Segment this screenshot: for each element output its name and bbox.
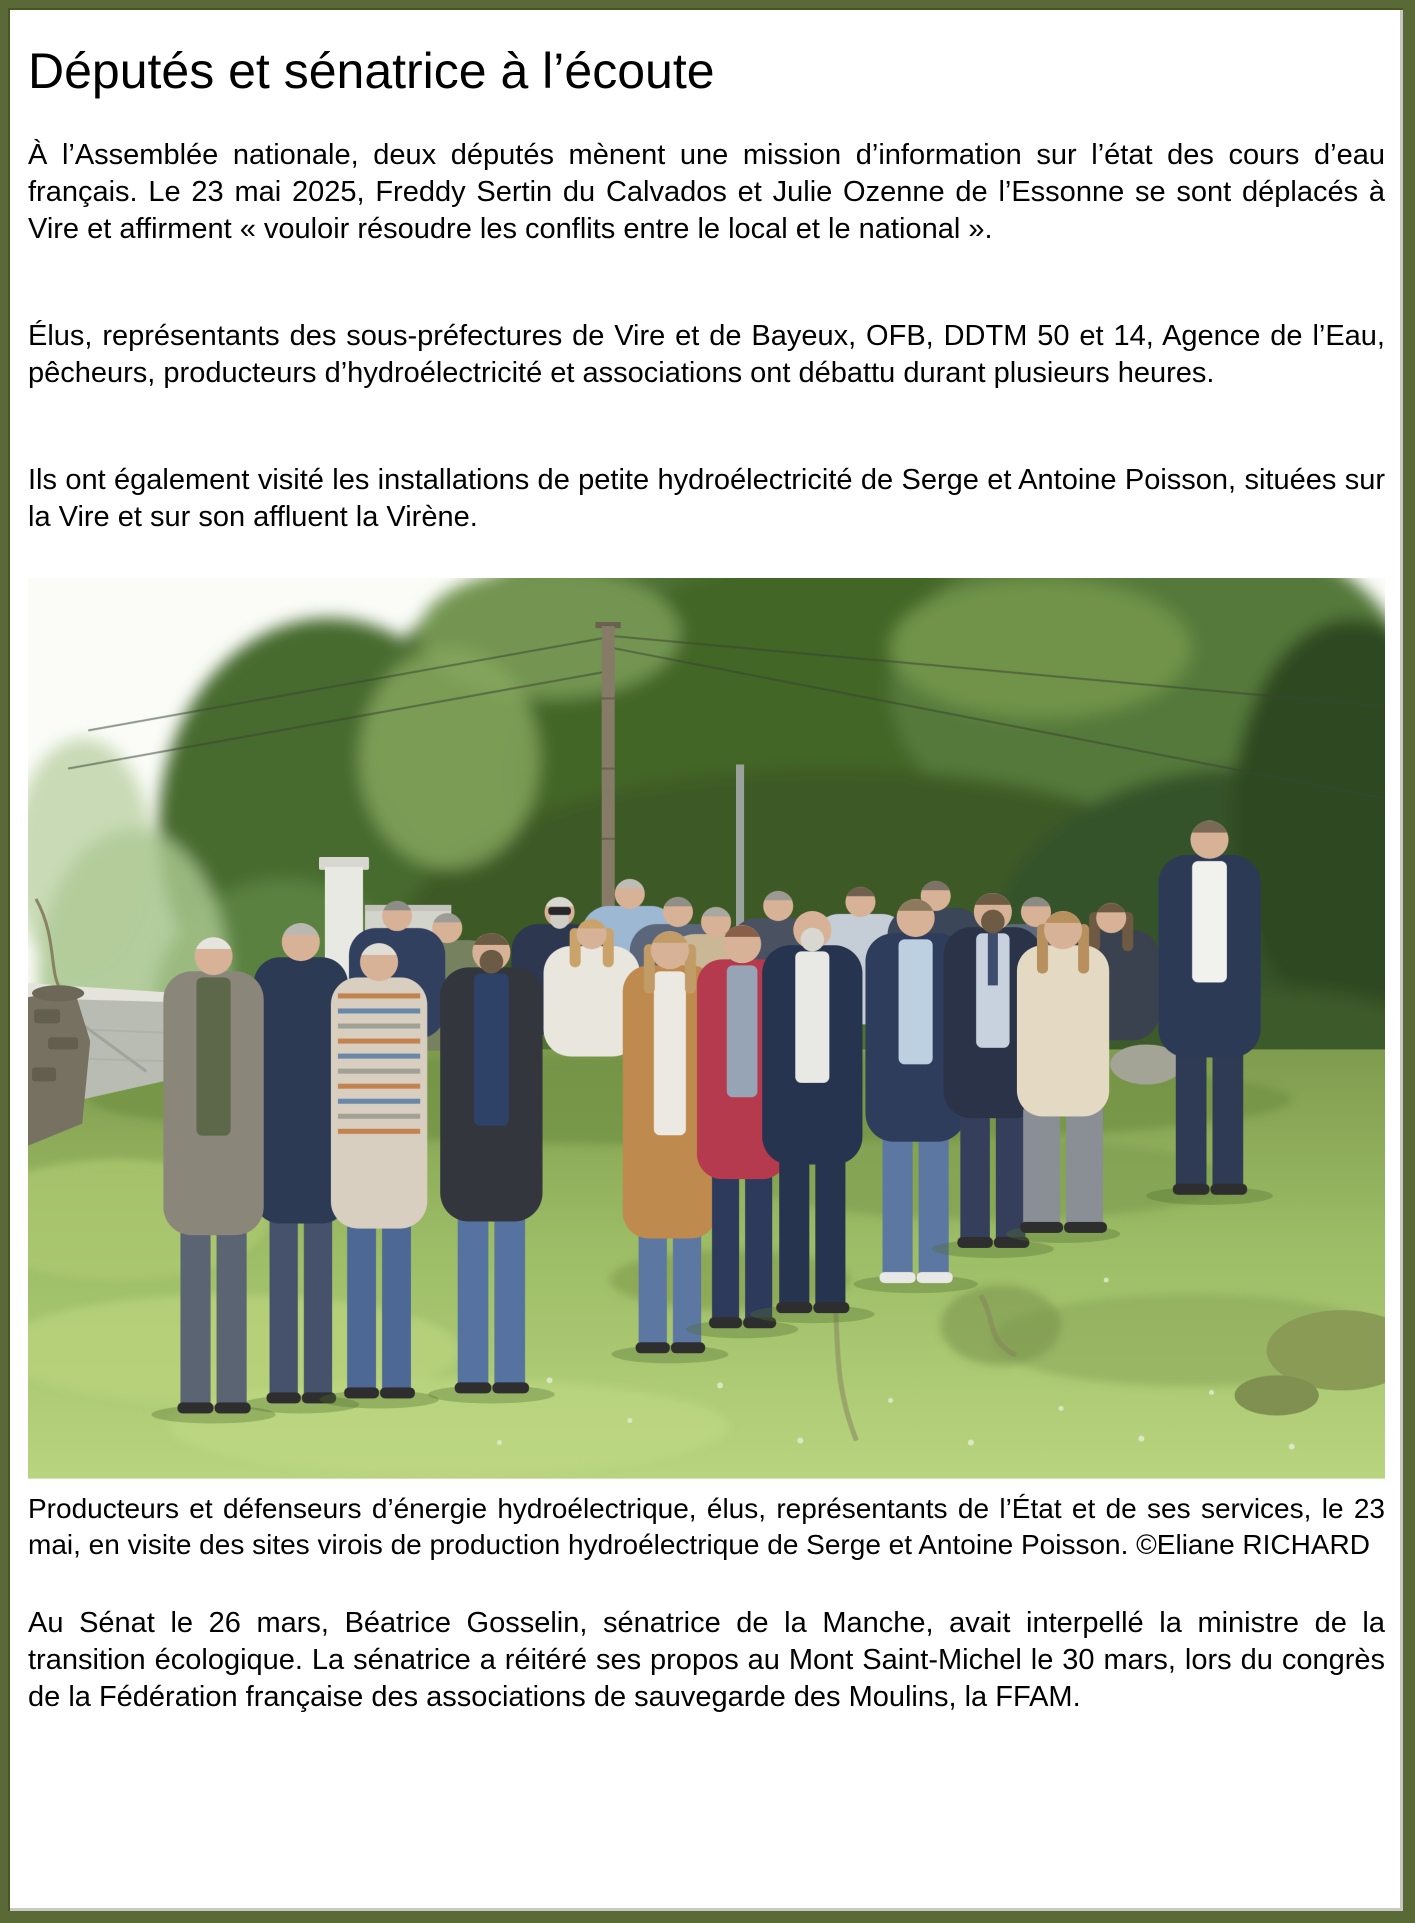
article-title: Députés et sénatrice à l’écoute [28,43,715,99]
paragraph-debate: Élus, représentants des sous-préfectures de Vire et de Bayeux, OFB, DDTM 50 et 14, Agence de l’Eau, pêcheurs, producteurs d’hydroélectricité et associations ont débattu durant plusieurs heures. [28,320,1385,389]
paragraph-senate: Au Sénat le 26 mars, Béatrice Gosselin, sénatrice de la Manche, avait interpellé la ministre de la transition écologique. La sénatrice a réitéré ses propos au Mont Saint-Michel le 30 mars, lors du congrès de la Fédération française des associations de sauvegarde des Moulins, la FFAM. [28,1606,1385,1713]
paragraph-visit: Ils ont également visité les installations de petite hydroélectricité de Serge et Antoine Poisson, situées sur la Vire et sur son affluent la Virène. [28,464,1385,533]
group-photo [28,578,1385,1479]
paragraph-intro: À l’Assemblée nationale, deux députés mènent une mission d’information sur l’état des cours d’eau français. Le 23 mai 2025, Freddy Sertin du Calvados et Julie Ozenne de l’Essonne se sont déplacés à Vire et affirment « vouloir résoudre les conflits entre le local et le national ». [28,139,1385,245]
group-photo-figure [28,578,1385,1479]
photo-caption: Producteurs et défenseurs d’énergie hydroélectrique, élus, représentants de l’État et de ses services, le 23 mai, en visite des sites virois de production hydroélectrique de Serge et Antoine Poisson. ©Eliane RICHARD [28,1492,1385,1560]
